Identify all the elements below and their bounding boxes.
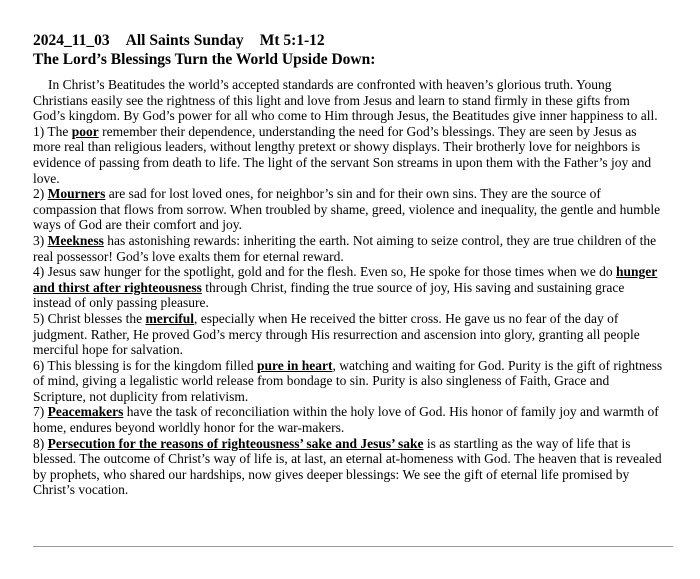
item-text-post: is as startling as the way of life that is blessed. The outcome of Christ’s way of life is, at last, an eternal at-homeness with God. The heaven that is revealed by prophets, who shared our hardships, now gives deeper blessings: We see the gift of eternal life promised by Christ’s vocation.: [33, 435, 662, 498]
beatitude-keyword: Persecution for the reasons of righteousness’ sake and Jesus’ sake: [47, 435, 424, 451]
beatitude-keyword: Peacemakers: [47, 404, 124, 420]
scripture-reference: Mt 5:1-12: [259, 32, 325, 49]
footer-divider: [33, 546, 673, 547]
item-text-pre: 2): [33, 186, 48, 202]
date-label: 2024_11_03: [33, 32, 110, 49]
sermon-title: The Lord’s Blessings Turn the World Upside Down:: [33, 51, 376, 68]
beatitude-keyword: merciful: [145, 310, 194, 326]
item-text-post: , especially when He received the bitter cross. He gave us no fear of the day of judgment. Rather, He proved God’s mercy through His resurrection and ascension into glory, granting all people merciful hope for salvation.: [33, 310, 640, 358]
item-text-pre: 1) The: [33, 123, 72, 139]
item-text-pre: 4) Jesus saw hunger for the spotlight, gold and for the flesh. Even so, He spoke for those times when we do: [33, 264, 617, 280]
beatitude-item-6: [33, 358, 665, 405]
beatitude-item-5: [33, 311, 665, 358]
beatitude-keyword: Meekness: [47, 232, 104, 248]
intro-paragraph: In Christ’s Beatitudes the world’s accepted standards are confronted with heaven’s glorious truth. Young Christians easily see the rightness of this light and love from Jesus and learn to stand firmly in these gifts from God’s kingdom. By God’s power for all who come to Him through Jesus, the Beatitudes give inner happiness to all.: [33, 77, 658, 124]
item-text-post: remember their dependence, understanding the need for God’s blessings. They are seen by Jesus as more real than religious leaders, without lengthy pretext or showy displays. Their brotherly love for neighbors is evidence of passing from death to life. The light of the servant Son streams in upon them with the Father’s joy and love.: [33, 123, 652, 186]
header-line: [33, 31, 665, 50]
item-text-pre: 8): [33, 435, 48, 451]
beatitude-keyword: Mourners: [47, 186, 106, 202]
item-text-post: have the task of reconciliation within the holy love of God. His honor of family joy and warmth of home, endures beyond worldly honor for the war-makers.: [33, 404, 659, 436]
item-text-post: through Christ, finding the true source of joy, His saving and sustaining grace instead of only passing pleasure.: [33, 279, 625, 311]
item-text-pre: 6) This blessing is for the kingdom filled: [33, 357, 257, 373]
beatitude-item-8: [33, 436, 665, 498]
item-text-pre: 5) Christ blesses the: [33, 310, 146, 326]
item-text-post: has astonishing rewards: inheriting the earth. Not aiming to seize control, they are true children of the real possessor! God’s love exalts them for eternal reward.: [33, 232, 657, 264]
beatitude-item-2: [33, 186, 665, 233]
item-text-post: are sad for lost loved ones, for neighbor’s sin and for their own sins. They are the source of compassion that flows from sorrow. When troubled by shame, greed, violence and inequality, the gentle and humble ways of God are their comfort and joy.: [33, 186, 661, 233]
occasion-label: All Saints Sunday: [125, 32, 244, 49]
beatitude-item-3: [33, 233, 665, 264]
item-text-post: , watching and waiting for God. Purity is the gift of rightness of mind, giving a legalistic world release from bondage to sin. Purity is also singleness of Faith, Grace and Scripture, not duplicity from relativism.: [33, 357, 663, 404]
beatitude-item-7: [33, 404, 665, 435]
beatitude-keyword: poor: [71, 123, 99, 139]
document: [33, 31, 665, 498]
beatitude-item-1: [33, 124, 665, 186]
beatitude-item-4: [33, 264, 665, 311]
beatitude-keyword: hunger and thirst after righteousness: [33, 264, 658, 295]
item-text-pre: 3): [33, 232, 48, 248]
beatitude-keyword: pure in heart: [256, 357, 333, 373]
item-text-pre: 7): [33, 404, 48, 420]
